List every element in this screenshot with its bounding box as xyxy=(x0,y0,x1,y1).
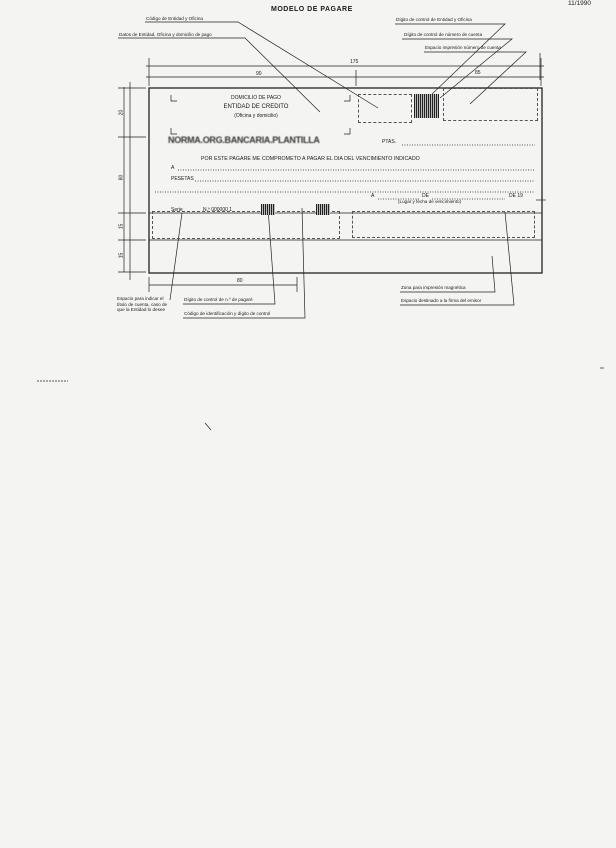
form-serie-label: Serie xyxy=(171,207,183,213)
dimension-20: 20 xyxy=(118,109,125,116)
corner-mark xyxy=(344,95,350,101)
form-numero: N.º 000000 1 xyxy=(203,207,233,213)
identification-hatch xyxy=(316,204,330,215)
form-blurred-line: NORMA.ORG.BANCARIA.PLANTILLA xyxy=(168,135,320,145)
entity-code-box xyxy=(358,94,412,123)
dimension-85: 85 xyxy=(475,70,481,76)
callout-datos-entidad: Datos de Entidad, Oficina y domicilio de pago xyxy=(119,32,212,37)
callout-espacio-cuenta: Espacio impresión número de cuenta xyxy=(425,45,501,50)
form-domicilio: DOMICILIO DE PAGO xyxy=(231,95,281,101)
corner-mark xyxy=(344,128,350,134)
form-a2-label: A xyxy=(371,193,375,199)
form-de-label: DE xyxy=(422,193,429,199)
callout-digito-control-pagare: Dígito de control de n.º de pagaré xyxy=(184,297,253,302)
form-oficina: (Oficina y domicilio) xyxy=(234,113,278,119)
form-a-label: A xyxy=(171,165,175,171)
corner-mark xyxy=(171,128,177,134)
callout-digito-control-entidad: Dígito de control de Entidad y Oficina xyxy=(396,17,472,22)
callout-codigo-entidad: Código de Entidad y Oficina xyxy=(146,16,203,21)
callout-codigo-identificacion: Código de identificación y dígito de control xyxy=(184,311,271,316)
dimension-80-vertical: 80 xyxy=(118,174,125,181)
control-digit-hatch xyxy=(414,94,439,118)
callout-espacio-titulo: Espacio para indicar el título de cuenta, caso de que la Entidad lo desee xyxy=(117,296,168,313)
serial-hatch xyxy=(261,204,275,215)
callout-zona-magnetica: Zona para impresión magnética xyxy=(401,285,466,290)
callout-espacio-firma: Espacio destinado a la firma del emisor xyxy=(401,298,482,303)
form-pesetas-label: PESETAS xyxy=(171,176,194,182)
dimension-90: 90 xyxy=(256,71,262,77)
document-date: 11/1990 xyxy=(568,0,592,7)
dimension-80-horizontal: 80 xyxy=(237,278,243,284)
dimension-175: 175 xyxy=(350,59,359,65)
form-entidad: ENTIDAD DE CREDITO xyxy=(223,104,289,110)
form-lugar-label: (Lugar y fecha de vencimiento) xyxy=(398,199,462,204)
callout-digito-control-cuenta: Dígito de control de número de cuenta xyxy=(404,32,483,37)
corner-mark xyxy=(171,95,177,101)
form-de19-label: DE 19 xyxy=(509,193,523,199)
document-title: MODELO DE PAGARE xyxy=(271,6,353,13)
signature-box xyxy=(352,211,535,238)
dimension-15: 15 xyxy=(118,223,125,230)
form-main-text: POR ESTE PAGARE ME COMPROMETO A PAGAR EL DIA DEL VENCIMIENTO INDICADO xyxy=(201,156,420,162)
account-number-box xyxy=(443,88,538,121)
form-ptas-label: PTAS. xyxy=(382,139,397,145)
series-box xyxy=(152,211,340,239)
dimension-15-bottom: 15 xyxy=(118,252,125,259)
